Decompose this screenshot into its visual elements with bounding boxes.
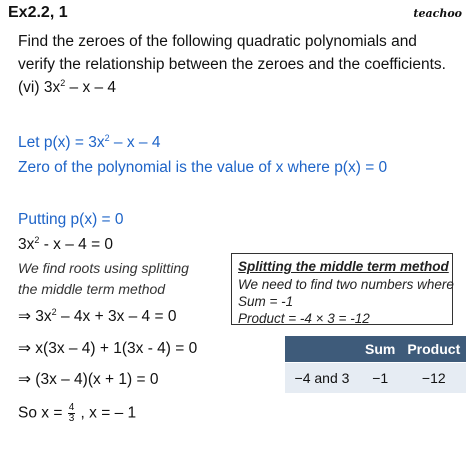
answer: So x = $\frac{4}{3}$ , x = – 1	[18, 402, 137, 424]
table-cell-numbers: −4 and 3	[285, 363, 359, 394]
brand-logo: teachoo	[413, 7, 462, 20]
question-part: (vi) $3x^2$ – x – 4	[18, 78, 117, 96]
exercise-title: Ex2.2, 1	[8, 4, 68, 21]
note-line-2: Sum = -1	[238, 294, 294, 309]
method-note-line-2: the middle term method	[18, 281, 166, 297]
table-header-product: Product	[401, 336, 466, 363]
table-header-sum: Sum	[359, 336, 401, 363]
let-statement: Let $p(x) = 3x^2 - x - 4$	[18, 133, 161, 151]
sum-product-table	[285, 336, 466, 393]
step-1: ⇒ $3x^2 - 4x + 3x - 4 = 0$	[18, 307, 177, 325]
step-2: ⇒ x(3x – 4) + 1(3x - 4) = 0	[18, 340, 198, 357]
putting-statement: Putting p(x) = 0	[18, 211, 124, 228]
equation-1: $3x^2 - x - 4 = 0$	[18, 235, 114, 253]
step-3: ⇒ (3x – 4)(x + 1) = 0	[18, 371, 159, 388]
question-line-1: Find the zeroes of the following quadratic polynomials and	[18, 33, 417, 50]
method-note-box	[231, 253, 453, 325]
note-line-1: We need to find two numbers where	[238, 277, 454, 292]
note-heading: Splitting the middle term method	[238, 259, 449, 274]
question-line-2: verify the relationship between the zeroes and the coefficients.	[18, 56, 446, 73]
table-header-row	[285, 336, 466, 363]
table-header-blank	[285, 336, 359, 363]
method-note-line-1: We find roots using splitting	[18, 260, 189, 276]
table-cell-product: −12	[401, 363, 466, 394]
table-cell-sum: −1	[359, 363, 401, 394]
answer-fraction: $\frac{4}{3}$	[68, 402, 75, 424]
zero-definition: Zero of the polynomial is the value of x where p(x) = 0	[18, 159, 388, 176]
table-row	[285, 363, 466, 394]
note-line-3: Product = -4 × 3 = -12	[238, 311, 370, 326]
